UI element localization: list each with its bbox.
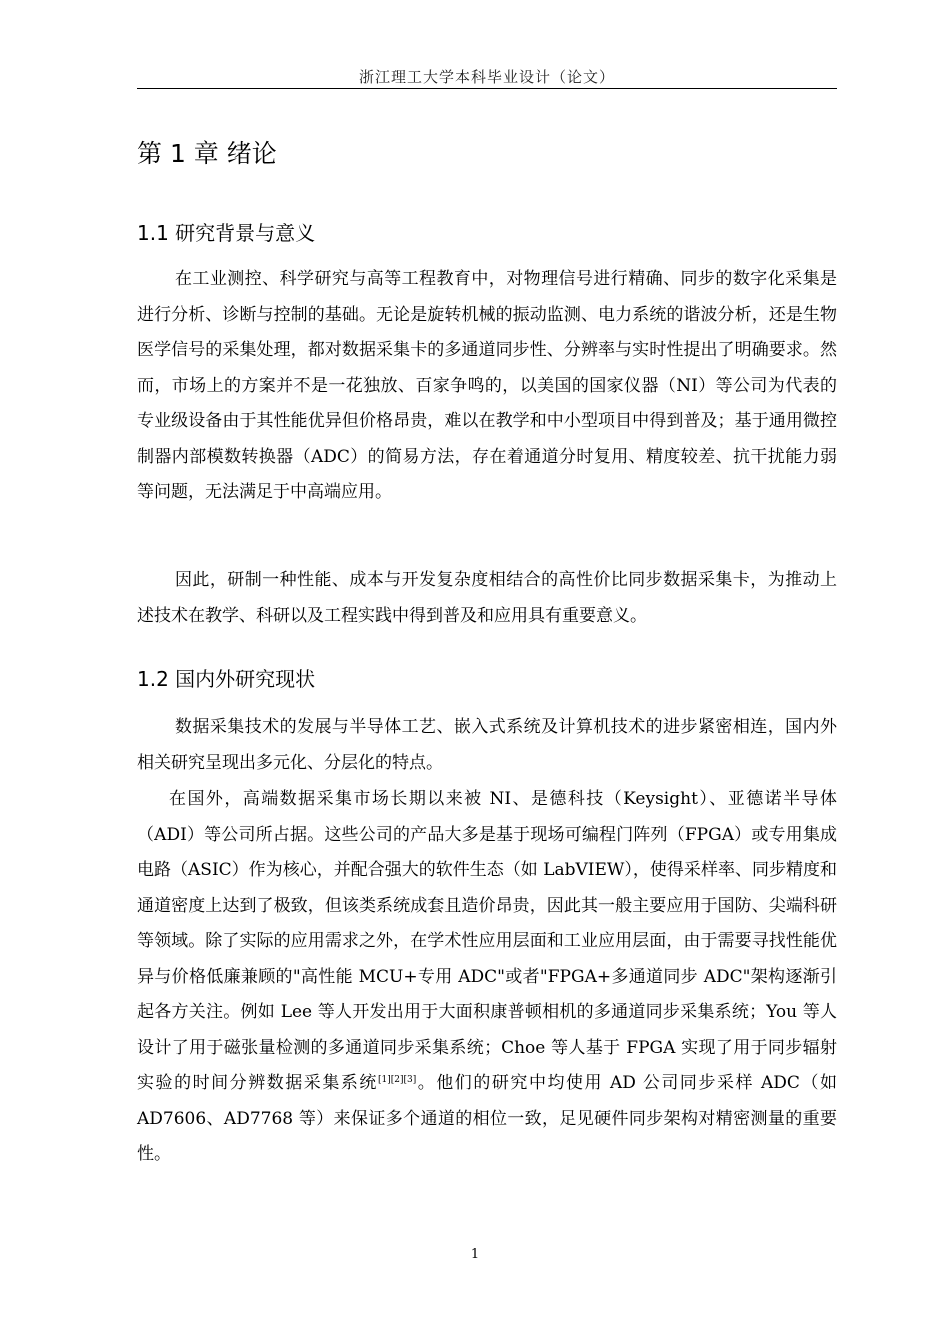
page-number: 1 [470,1247,480,1262]
paragraph-background: 在工业测控、科学研究与高等工程教育中，对物理信号进行精确、同步的数字化采集是进行分析、诊断与控制的基础。无论是旋转机械的振动监测、电力系统的谐波分析，还是生物医学信号的采集处理，都对数据采集卡的多通道同步性、分辨率与实时性提出了明确要求。然而，市场上的方案并不是一花独放、百家争鸣的，以美国的国家仪器（NI）等公司为代表的专业级设备由于其性能优异但价格昂贵，难以在教学和中小型项目中得到普及；基于通用微控制器内部模数转换器（ADC）的简易方法，存在着通道分时复用、精度较差、抗干扰能力弱等问题，无法满足于中高端应用。 [137,269,837,502]
section-heading-1-2: 1.2 国内外研究现状 [137,667,316,691]
chapter-title: 第 1 章 绪论 [137,139,277,168]
section-heading-1-1: 1.1 研究背景与意义 [137,221,316,245]
paragraph-significance: 因此，研制一种性能、成本与开发复杂度相结合的高性价比同步数据采集卡，为推动上述技术在教学、科研以及工程实践中得到普及和应用具有重要意义。 [137,570,837,626]
paragraph-text: 在国外，高端数据采集市场长期以来被 NI、是德科技（Keysight）、亚德诺半导体（ADI）等公司所占据。这些公司的产品大多是基于现场可编程门阵列（FPGA）或专用集成电路（ASIC）作为核心，并配合强大的软件生态（如 LabVIEW），使得采样率、同步精度和通道密度上达到了极致，但该类系统成套且造价昂贵，因此其一般主要应用于国防、尖端科研等领域。除了实际的应用需求之外，在学术性应用层面和工业应用层面，由于需要寻找性能优异与价格低廉兼顾的"高性能 MCU+专用 ADC"或者"FPGA+多通道同步 ADC"架构逐渐引起各方关注。例如 Lee 等人开发出用于大面积康普顿相机的多通道同步采集系统；You 等人设计了用于磁张量检测的多通道同步采集系统；Choe 等人基于 FPGA 实现了用于同步辐射实验的时间分辨数据采集系统 [137,789,837,1093]
paragraph-text-continued: 。他们的研究中均使用 AD 公司同步采样 ADC（如 AD7606、AD7768 等）来保证多个通道的相位一致，足见硬件同步架构对精密测量的重要性。 [137,1073,837,1164]
citation-ref: [1][2][3] [377,1075,417,1085]
header-rule [137,88,837,89]
paragraph-status-intro: 数据采集技术的发展与半导体工艺、嵌入式系统及计算机技术的进步紧密相连，国内外相关研究呈现出多元化、分层化的特点。 [137,717,837,773]
page-header: 浙江理工大学本科毕业设计（论文） [358,68,615,86]
paragraph-status-foreign [137,782,837,1173]
